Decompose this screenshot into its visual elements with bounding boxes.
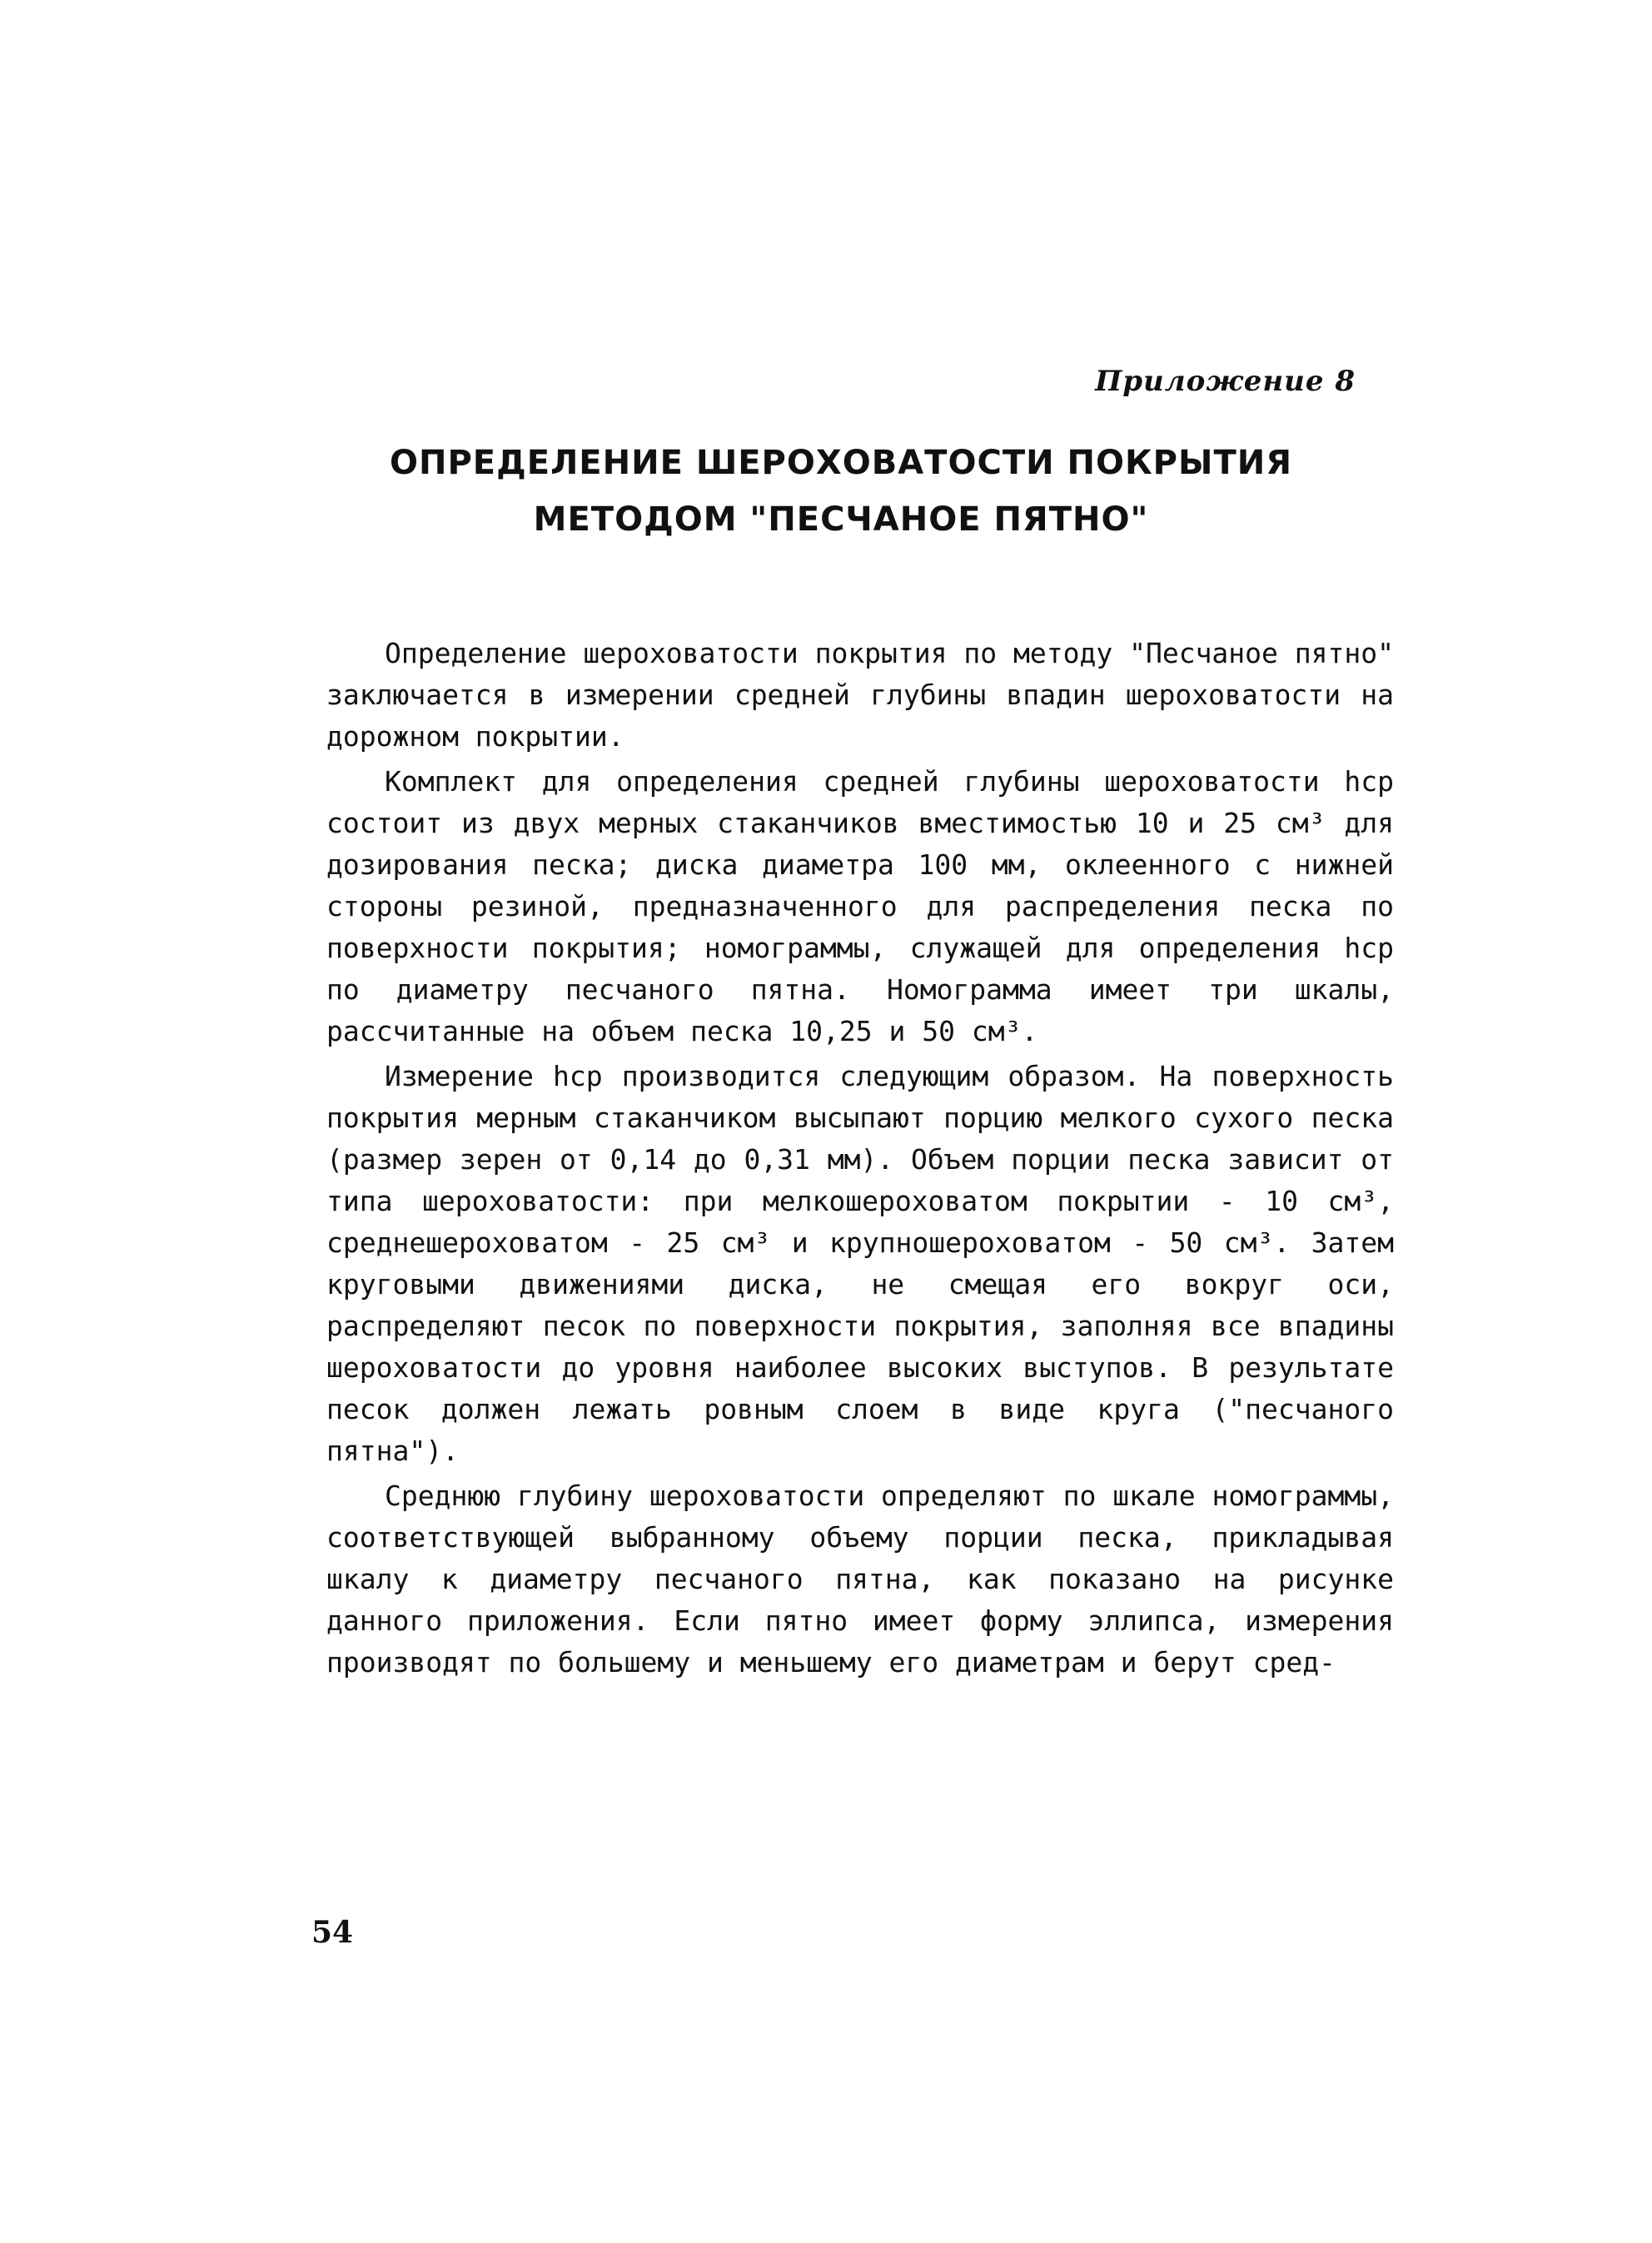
body-text	[326, 633, 1394, 1687]
paragraph-4: Среднюю глубину шероховатости определяют по шкале номограммы, соответствующей выбранному объему порции песка, прикладывая шкалу к диаметру песчаного пятна, как показано на рисунке данного приложения. Если пятно имеет форму эллипса, измерения производят по большему и меньшему его диаметрам и берут сред-	[326, 1480, 1394, 1679]
title-line-1: ОПРЕДЕЛЕНИЕ ШЕРОХОВАТОСТИ ПОКРЫТИЯ	[390, 444, 1292, 482]
paragraph-2: Комплект для определения средней глубины шероховатости hср состоит из двух мерных стаканчиков вместимостью 10 и 25 см³ для дозирования песка; диска диаметра 100 мм, оклеенного с нижней стороны резиной, предназначенного для распределения песка по поверхности покрытия; номограммы, служащей для определения hср по диаметру песчаного пятна. Номограмма имеет три шкалы, рассчитанные на объем песка 10,25 и 50 см³.	[326, 765, 1394, 1047]
title-line-2: МЕТОДОМ "ПЕСЧАНОЕ ПЯТНО"	[533, 500, 1149, 539]
paragraph-3: Измерение hср производится следующим образом. На поверхность покрытия мерным стаканчиком высыпают порцию мелкого сухого песка (размер зерен от 0,14 до 0,31 мм). Объем порции песка зависит от типа шероховатости: при мелкошероховатом покрытии - 10 см³, среднешероховатом - 25 см³ и крупношероховатом - 50 см³. Затем круговыми движениями диска, не смещая его вокруг оси, распределяют песок по поверхности покрытия, заполняя все впадины шероховатости до уровня наиболее высоких выступов. В результате песок должен лежать ровным слоем в виде круга ("песчаного пятна").	[326, 1060, 1394, 1467]
page-number: 54	[311, 1915, 354, 1950]
paragraph-1: Определение шероховатости покрытия по методу "Песчаное пятно" заключается в измерении средней глубины впадин шероховатости на дорожном покрытии.	[326, 637, 1394, 753]
document-title	[316, 435, 1366, 548]
appendix-label: Приложение 8	[1095, 365, 1356, 398]
